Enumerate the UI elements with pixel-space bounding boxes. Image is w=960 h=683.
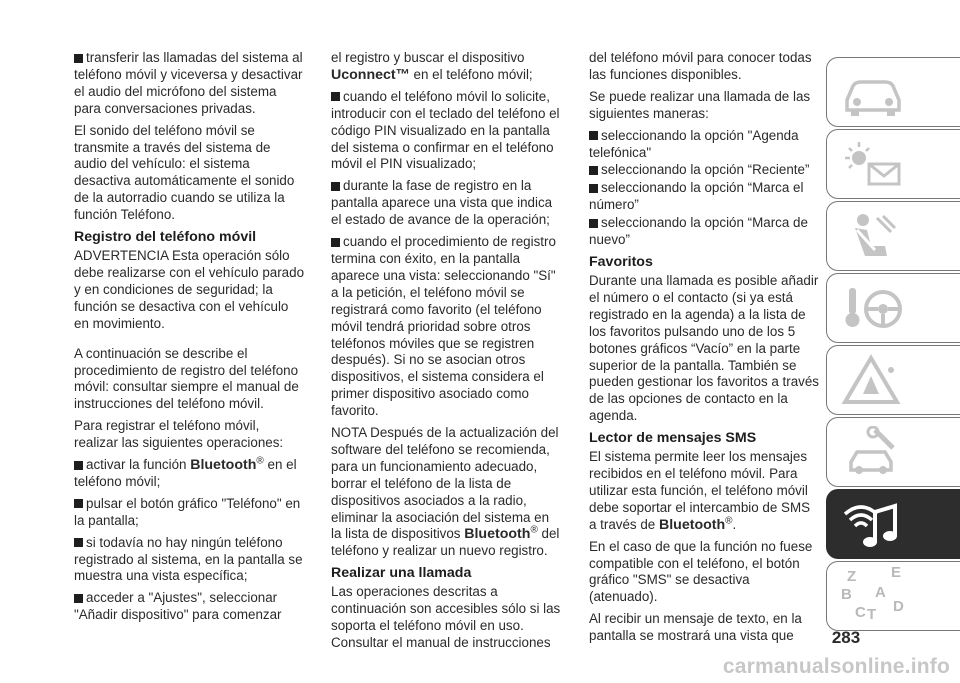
brand-name: Bluetooth <box>464 526 531 543</box>
watermark: carmanualsonline.info <box>722 655 950 678</box>
chapter-tab-warnings[interactable] <box>826 129 960 199</box>
paragraph: Se puede realizar una llamada de las siguientes maneras: <box>589 88 811 121</box>
paragraph: ADVERTENCIA Esta operación sólo debe realizarse con el vehículo parado y en condiciones de seguridad; la función se desactiva con el vehículo en movimiento. <box>74 248 305 331</box>
bullet-square-icon <box>74 461 83 470</box>
paragraph: El sistema permite leer los mensajes recibidos en el teléfono móvil. Para utilizar esta función, el teléfono móvil debe soportar el intercambio de SMS a través de Bluetooth®. <box>589 449 811 533</box>
wrench-car-icon <box>841 426 905 480</box>
bullet-square-icon <box>74 594 83 603</box>
seat-airbag-icon <box>841 210 905 264</box>
bullet-item: seleccionando la opción “Reciente” <box>589 162 821 179</box>
bullet-square-icon <box>331 92 340 101</box>
bullet-square-icon <box>74 538 83 547</box>
chapter-tab-index[interactable] <box>826 561 960 631</box>
bullet-item: cuando el procedimiento de registro termina con éxito, en la pantalla aparece una vista: seleccionando "Sí" a la petición, el teléfono móvil se registrará como favorito (el teléfono móvil tendrá prioridad sobre otros teléfonos móviles que se registren después). Si no se asocian otros dispositivos, el sistema considera el primer dispositivo asociado como favorito. <box>331 234 556 419</box>
bullet-item: transferir las llamadas del sistema al teléfono móvil y viceversa y desactivar el audio del micrófono del sistema para conversaciones privadas. <box>74 50 303 116</box>
chapter-tab-strip <box>826 57 960 633</box>
paragraph: En el caso de que la función no fuese compatible con el teléfono, el botón gráfico "SMS" se desactiva (atenuado). <box>589 538 813 605</box>
bullet-item: seleccionando la opción “Marca el número” <box>589 180 804 213</box>
paragraph: El sonido del teléfono móvil se transmite a través del sistema de audio del vehículo: el sistema desactiva automáticamente el sonido de la autorradio cuando se utiliza la función Teléfono. <box>74 122 295 223</box>
paragraph: del teléfono móvil para conocer todas las funciones disponibles. <box>589 50 812 82</box>
chapter-tab-safety[interactable] <box>826 201 960 271</box>
paragraph: Al recibir un mensaje de texto, en la pantalla se mostrará una vista que <box>589 611 802 644</box>
bullet-square-icon <box>331 182 340 191</box>
section-heading: Registro del teléfono móvil <box>74 229 257 246</box>
page-number: 283 <box>831 628 861 647</box>
brand-name: Uconnect™ <box>331 66 410 83</box>
paragraph: A continuación se describe el procedimiento de registro del teléfono móvil: consultar siempre el manual de instrucciones del teléfono móvil. <box>74 345 299 412</box>
section-heading: Lector de mensajes SMS <box>589 430 757 447</box>
bullet-square-icon <box>74 54 83 63</box>
bullet-square-icon <box>589 219 598 228</box>
bullet-square-icon <box>589 184 598 193</box>
paragraph: Las operaciones descritas a continuación son accesibles sólo si las soporta el teléfono móvil en uso. Consultar el manual de instrucciones <box>331 584 561 650</box>
registered-mark: ® <box>530 525 538 536</box>
bullet-item: pulsar el botón gráfico "Teléfono" en la pantalla; <box>74 495 301 528</box>
car-dashboard-icon <box>841 66 905 120</box>
bullet-item: durante la fase de registro en la pantalla aparece una vista que indica el estado de avance de la operación; <box>331 178 553 228</box>
bullet-item: seleccionando la opción "Agenda telefónica" <box>589 127 799 160</box>
paragraph: Durante una llamada es posible añadir el número o el contacto (si ya está registrado en la agenda) a la lista de los favoritos pulsando uno de los 5 botones gráficos “Vacío” en la parte superior de la pantalla. También se pueden gestionar los favoritos a través de las opciones de contacto en la agenda. <box>589 272 820 424</box>
bullet-square-icon <box>589 166 598 175</box>
hazard-triangle-icon <box>841 354 905 408</box>
multimedia-note-icon <box>841 498 905 552</box>
text-column-1 <box>74 50 306 629</box>
registered-mark: ® <box>256 455 264 467</box>
brand-name: Bluetooth <box>190 457 257 474</box>
chapter-tab-starting[interactable] <box>826 273 960 343</box>
bullet-item: acceder a "Ajustes", seleccionar "Añadir dispositivo" para comenzar <box>74 590 282 623</box>
bullet-square-icon <box>74 499 83 508</box>
chapter-tab-multimedia[interactable] <box>826 489 960 559</box>
bullet-item: activar la función Bluetooth® en el teléfono móvil; <box>74 455 297 489</box>
bullet-square-icon <box>589 131 598 140</box>
bullet-square-icon <box>331 238 340 247</box>
section-heading: Favoritos <box>589 253 653 270</box>
paragraph: Para registrar el teléfono móvil, realizar las siguientes operaciones: <box>74 418 284 451</box>
bullet-item: si todavía no hay ningún teléfono registrado al sistema, en la pantalla se muestra una vista específica; <box>74 534 303 584</box>
key-steering-icon <box>841 282 905 336</box>
bullet-item: cuando el teléfono móvil lo solicite, introducir con el teclado del teléfono el código PIN visualizado en la pantalla del sistema o confirmar en el teléfono móvil el PIN visualizado; <box>331 88 560 172</box>
warning-light-envelope-icon <box>841 138 905 192</box>
chapter-tab-emergency[interactable] <box>826 345 960 415</box>
brand-name: Bluetooth <box>658 516 726 533</box>
text-column-3 <box>589 50 821 650</box>
paragraph: el registro y buscar el dispositivo Uconnect™ en el teléfono móvil; <box>331 50 533 83</box>
registered-mark: ® <box>725 515 733 527</box>
bullet-item: seleccionando la opción “Marca de nuevo” <box>589 215 808 248</box>
section-heading: Realizar una llamada <box>331 565 472 582</box>
paragraph: NOTA Después de la actualización del software del teléfono se recomienda, para un funcionamiento adecuado, borrar el teléfono de la lista de dispositivos asociados a la radio, eliminar la asociación del sistema en la lista de dispositivos Bluetooth® del teléfono y realizar un nuevo registro. <box>331 425 560 559</box>
chapter-tab-dashboard[interactable] <box>826 57 960 127</box>
chapter-tab-maintenance[interactable] <box>826 417 960 487</box>
text-column-2 <box>331 50 563 657</box>
index-letters-icon: Z E B A C T D <box>841 564 904 623</box>
